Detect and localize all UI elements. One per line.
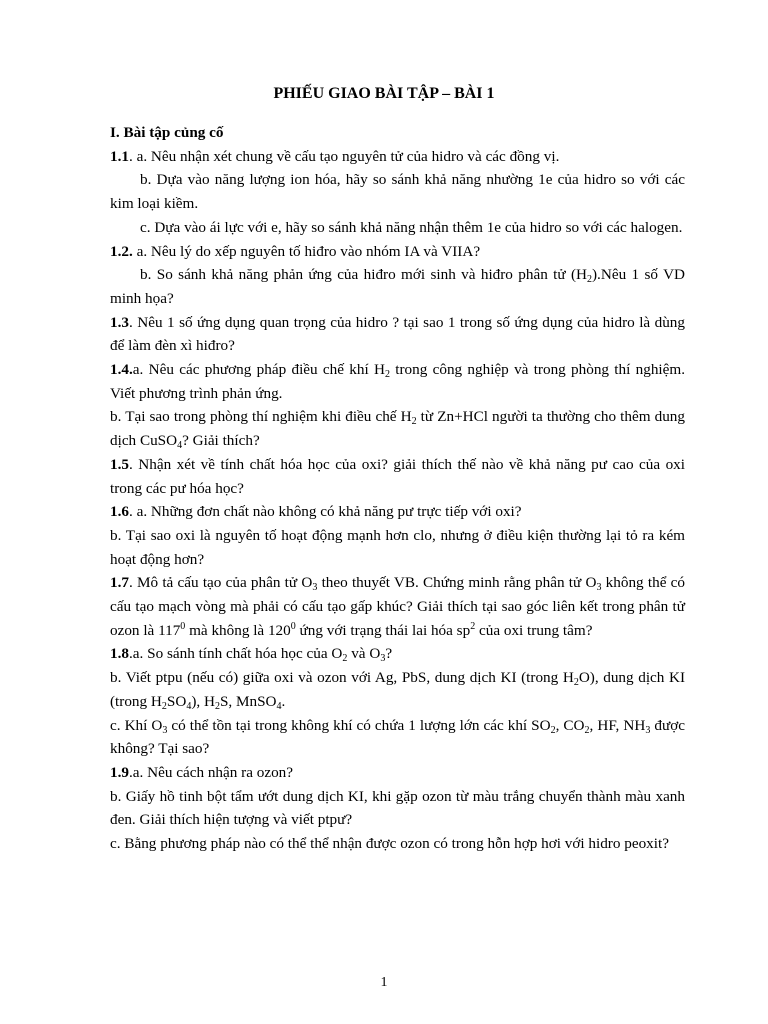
question-number: 1.2.	[110, 242, 133, 260]
page-title: PHIẾU GIAO BÀI TẬP – BÀI 1	[273, 85, 495, 102]
question-number: 1.9	[110, 763, 129, 781]
question-1-7: 1.7. Mô tả cấu tạo của phân tử $O_3$ theo thuyết VB. Chứng minh rằng phân tử $O_3$ không thể có cấu tạo mạch vòng mà phải có cấu tạo gấp khúc? Giải thích tại sao góc liên kết trong phân tử ozon là $117^0$ mà không là $120^0$ ứng với trạng thái lai hóa $sp^2$ của oxi trung tâm?	[110, 574, 686, 639]
question-1-4b: b. Tại sao trong phòng thí nghiệm khi điều chế $H_2$ từ Zn+HCl người ta thường cho thêm dung dịch CuSO$_4$? Giải thích?	[110, 408, 685, 452]
question-1-9c: c. Bằng phương pháp nào có thể thể nhận được ozon có trong hỗn hợp hơi với hidro peoxit?	[110, 835, 669, 853]
question-1-2a: 1.2. a. Nêu lý do xếp nguyên tố hiđro vào nhóm IA và VIIA?	[110, 242, 481, 260]
question-1-4a: 1.4.a. Nêu các phương pháp điều chế khí $H_2$ trong công nghiệp và trong phòng thí nghiệm. Viết phương trình phản ứng.	[110, 361, 685, 402]
question-number: 1.4.	[110, 361, 133, 379]
question-number: 1.1	[110, 147, 129, 165]
question-1-9b: b. Giấy hồ tinh bột tẩm ướt dung dịch KI, khi gặp ozon từ màu trắng chuyển thành màu xanh đen. Giải thích hiện tượng và viết ptpư?	[110, 787, 685, 829]
section-heading: I. Bài tập củng cố	[110, 124, 224, 141]
question-1-6a: 1.6. a. Những đơn chất nào không có khả năng pư trực tiếp với oxi?	[110, 503, 522, 521]
question-1-8a: 1.8.a. So sánh tính chất hóa học của $O_2$ và $O_3$?	[110, 645, 393, 665]
question-number: 1.3	[110, 313, 129, 331]
question-number: 1.7	[110, 574, 129, 592]
document-body	[110, 121, 685, 856]
page-number: 1	[380, 975, 388, 990]
question-number: 1.8	[110, 645, 129, 663]
question-1-1c: c. Dựa vào ái lực với e, hãy so sánh khả năng nhận thêm 1e của hidro so với các halogen.	[140, 218, 683, 236]
question-1-9a: 1.9.a. Nêu cách nhận ra ozon?	[110, 763, 294, 781]
question-1-3: 1.3. Nêu 1 số ứng dụng quan trọng của hidro ? tại sao 1 trong số ứng dụng của hidro là dùng để làm đèn xì hiđro?	[110, 313, 685, 355]
question-1-8b: b. Viết ptpu (nếu có) giữa oxi và ozon với Ag, PbS, dung dịch KI (trong $H_2O$), dung dịch KI (trong $H_2SO_4$), $H_2S$, MnSO$_4$.	[110, 669, 686, 712]
question-1-5: 1.5. Nhận xét về tính chất hóa học của oxi? giải thích thế nào về khả năng pư cao của oxi trong các pư hóa học?	[110, 455, 685, 497]
question-number: 1.6	[110, 503, 129, 521]
question-1-1b: b. Dựa vào năng lượng ion hóa, hãy so sánh khả năng nhường 1e của hidro so với các kim loại kiềm.	[110, 171, 685, 213]
question-1-1a: 1.1. a. Nêu nhận xét chung về cấu tạo nguyên tử của hidro và các đồng vị.	[110, 147, 560, 165]
question-1-2b: b. So sánh khả năng phản ứng của hiđro mới sinh và hiđro phân tử $(H_2).Nêu$ 1 số VD minh họa?	[110, 266, 685, 307]
question-1-8c: c. Khí $O_3$ có thể tồn tại trong không khí có chứa 1 lượng lớn các khí $SO_2$, $CO_2$, HF, $NH_3$ được không? Tại sao?	[110, 716, 685, 758]
question-number: 1.5	[110, 455, 129, 473]
question-1-6b: b. Tại sao oxi là nguyên tố hoạt động mạnh hơn clo, nhưng ở điều kiện thường lại tỏ ra kém hoạt động hơn?	[110, 526, 685, 568]
